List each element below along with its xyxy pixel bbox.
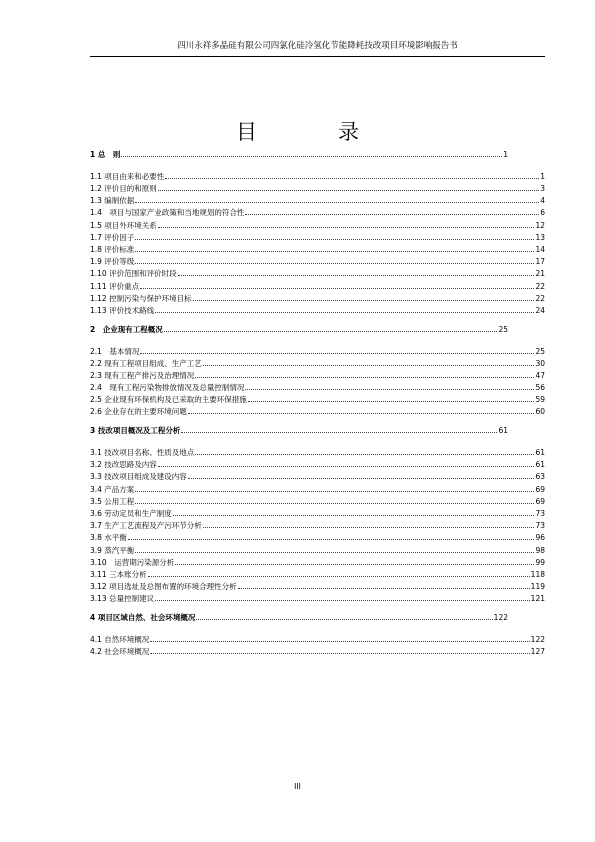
toc-entry-page: 22 [535, 281, 545, 291]
toc-entry-page: 17 [535, 257, 545, 267]
toc-entry-label: 1.2 评价目的和原则 [90, 184, 157, 194]
toc-entry-page: 1 [540, 171, 545, 181]
toc-entry[interactable] [90, 303, 545, 315]
toc-entry-label: 4.2 社会环境概况 [90, 647, 150, 656]
toc-entry[interactable] [90, 506, 545, 518]
dot-leader [195, 377, 534, 378]
toc-entry[interactable] [90, 632, 545, 644]
dot-leader [140, 288, 534, 289]
toc-entry-label: 2.3 现有工程产排污及治理情况 [90, 370, 195, 380]
toc-entry-label: 1.10 评价范围和评价时段 [90, 269, 177, 279]
dot-leader [158, 190, 539, 191]
toc-entry[interactable] [90, 481, 545, 493]
dot-leader [140, 353, 534, 354]
dot-leader [150, 653, 529, 654]
toc-entry-label: 1.11 评价重点 [90, 281, 140, 291]
toc-entry[interactable] [90, 254, 545, 266]
toc-entry[interactable] [90, 567, 545, 579]
toc-entry-label: 2.1 基本情况 [90, 346, 140, 356]
toc-entry-label: 3.6 劳动定员和生产制度 [90, 508, 172, 518]
toc-entry-page: 3 [540, 184, 545, 194]
toc-entry-label: 3.12 项目选址及总图布置的环境合理性分析 [90, 582, 237, 592]
toc-entry[interactable] [90, 469, 545, 481]
dot-leader [203, 365, 535, 366]
toc-entry[interactable] [90, 457, 545, 469]
toc-entry-label: 3.4 产品方案 [90, 484, 135, 494]
toc-entry-page: 25 [535, 346, 545, 356]
toc-entry[interactable] [90, 392, 545, 404]
toc-entry-page: 118 [530, 569, 545, 579]
toc-entry-label: 4 项目区域自然、社会环境概况 [90, 613, 196, 623]
toc-entry-label: 3.5 公用工程 [90, 496, 135, 506]
toc-chapter-entry[interactable] [90, 147, 545, 159]
toc-entry-label: 1.9 评价等级 [90, 257, 135, 267]
dot-leader [165, 178, 539, 179]
dot-leader [181, 432, 497, 433]
toc-entry-label: 2.2 现有工程项目组成、生产工艺 [90, 358, 202, 368]
toc-entry-label: 3.10 运营期污染源分析 [90, 557, 175, 567]
toc-entry-label: 3.7 生产工艺流程及产污环节分析 [90, 521, 202, 531]
dot-leader [175, 564, 534, 565]
toc-entry-label: 1.7 评价因子 [90, 232, 135, 242]
toc-entry-label: 3.8 水平衡 [90, 533, 127, 543]
toc-entry-page: 56 [535, 383, 545, 393]
toc-entry-page: 61 [535, 448, 545, 457]
toc-entry-page: 59 [535, 395, 545, 405]
toc-entry[interactable] [90, 205, 545, 217]
dot-leader [178, 275, 535, 276]
dot-leader [203, 527, 535, 528]
toc-entry[interactable] [90, 181, 545, 193]
toc-entry-label: 1.5 项目外环境关系 [90, 220, 157, 230]
toc-entry-label: 3.11 三本账分析 [90, 569, 147, 579]
toc-entry[interactable] [90, 380, 545, 392]
dot-leader [245, 389, 534, 390]
toc-entry-page: 6 [540, 208, 545, 218]
toc-entry[interactable] [90, 494, 545, 506]
toc-entry-page: 127 [530, 647, 545, 656]
dot-leader [248, 401, 535, 402]
toc-entry-label: 1.13 评价技术路线 [90, 305, 155, 315]
toc-entry-page: 47 [535, 370, 545, 380]
toc-entry[interactable] [90, 518, 545, 530]
dot-leader [121, 156, 502, 157]
toc-entry-page: 73 [535, 508, 545, 518]
toc-entry[interactable] [90, 266, 545, 278]
toc-entry-label: 3.9 蒸汽平衡 [90, 545, 135, 555]
toc-entry-page: 21 [535, 269, 545, 279]
dot-leader [155, 600, 530, 601]
toc-entry-page: 98 [535, 545, 545, 555]
toc-entry-label: 2 企业现有工程概况 [90, 324, 163, 334]
toc-entry[interactable] [90, 445, 545, 457]
toc-entry[interactable] [90, 356, 545, 368]
dot-leader [135, 263, 534, 264]
toc-entry-page: 4 [540, 196, 545, 206]
toc-entry[interactable] [90, 530, 545, 542]
toc-entry[interactable] [90, 555, 545, 567]
toc-entry-label: 1.12 控制污染与保护环境目标 [90, 293, 192, 303]
toc-entry-page: 24 [535, 305, 545, 315]
toc-entry-label: 4.1 自然环境概况 [90, 634, 150, 644]
toc-entry[interactable] [90, 291, 545, 303]
toc-entry-page: 69 [535, 496, 545, 506]
toc-entry-page: 13 [535, 232, 545, 242]
toc-entry-label: 3 技改项目概况及工程分析 [90, 426, 181, 436]
toc-entry-page: 99 [535, 557, 545, 567]
toc-entry-page: 25 [498, 324, 508, 334]
dot-leader [164, 331, 498, 332]
table-of-contents [90, 147, 545, 656]
dot-leader [135, 202, 539, 203]
toc-entry-label: 1.8 评价标准 [90, 245, 135, 254]
toc-entry[interactable] [90, 644, 545, 656]
toc-entry-label: 1 总 则 [90, 150, 121, 160]
dot-leader [135, 491, 534, 492]
toc-entry-page: 73 [535, 521, 545, 531]
dot-leader [188, 413, 535, 414]
toc-chapter-entry[interactable] [90, 423, 545, 435]
toc-entry-page: 12 [535, 220, 545, 230]
toc-entry[interactable] [90, 193, 545, 205]
toc-entry-page: 96 [535, 533, 545, 543]
dot-leader [150, 641, 529, 642]
toc-entry-label: 2.4 现有工程污染物排放情况及总量控制情况 [90, 383, 245, 393]
toc-entry[interactable] [90, 542, 545, 554]
toc-entry[interactable] [90, 217, 545, 229]
dot-leader [173, 515, 535, 516]
dot-leader [238, 588, 530, 589]
dot-leader [195, 454, 534, 455]
toc-entry-page: 14 [535, 245, 545, 254]
dot-leader [158, 466, 535, 467]
toc-entry-label: 1.3 编制依据 [90, 196, 135, 206]
page-number: III [294, 782, 301, 791]
toc-entry[interactable] [90, 579, 545, 591]
toc-entry-page: 69 [535, 484, 545, 494]
toc-chapter-entry[interactable] [90, 322, 545, 334]
toc-entry[interactable] [90, 404, 545, 416]
toc-entry[interactable] [90, 169, 545, 181]
toc-entry-page: 63 [535, 472, 545, 482]
dot-leader [135, 251, 534, 252]
toc-entry-page: 61 [498, 426, 508, 436]
dot-leader [155, 312, 534, 313]
toc-entry[interactable] [90, 343, 545, 355]
toc-entry-label: 2.6 企业存在的主要环境问题 [90, 407, 187, 417]
toc-entry-label: 3.3 技改项目组成及建设内容 [90, 472, 187, 482]
dot-leader [128, 539, 535, 540]
dot-leader [135, 503, 534, 504]
toc-entry-page: 122 [493, 613, 508, 623]
toc-entry[interactable] [90, 242, 545, 254]
dot-leader [188, 478, 535, 479]
toc-entry[interactable] [90, 368, 545, 380]
toc-entry[interactable] [90, 278, 545, 290]
toc-entry-label: 2.5 企业现有环保机构及已采取的主要环保措施 [90, 395, 247, 405]
dot-leader [196, 619, 492, 620]
toc-entry-label: 3.13 总量控制建议 [90, 594, 155, 604]
toc-entry[interactable] [90, 230, 545, 242]
toc-entry-page: 30 [535, 358, 545, 368]
toc-entry-label: 3.1 技改项目名称、性质及地点 [90, 448, 195, 457]
toc-entry-page: 61 [535, 460, 545, 470]
toc-entry[interactable] [90, 591, 545, 603]
running-header: 四川永祥多晶硅有限公司四氯化硅冷氢化节能降耗技改项目环境影响报告书 [90, 40, 545, 57]
dot-leader [193, 300, 535, 301]
toc-title: 目 录 [236, 120, 389, 144]
toc-entry-page: 1 [503, 150, 508, 160]
dot-leader [158, 227, 535, 228]
dot-leader [135, 239, 534, 240]
toc-entry-page: 122 [530, 634, 545, 644]
toc-entry-page: 60 [535, 407, 545, 417]
toc-entry-label: 3.2 技改思路及内容 [90, 460, 157, 470]
dot-leader [148, 576, 530, 577]
dot-leader [135, 552, 534, 553]
toc-entry-page: 121 [530, 594, 545, 604]
toc-chapter-entry[interactable] [90, 610, 545, 622]
toc-entry-label: 1.4 项目与国家产业政策和当地规划的符合性 [90, 208, 245, 218]
dot-leader [245, 214, 539, 215]
toc-entry-page: 119 [530, 582, 545, 592]
toc-entry-page: 22 [535, 293, 545, 303]
toc-entry-label: 1.1 项目由来和必要性 [90, 171, 165, 181]
